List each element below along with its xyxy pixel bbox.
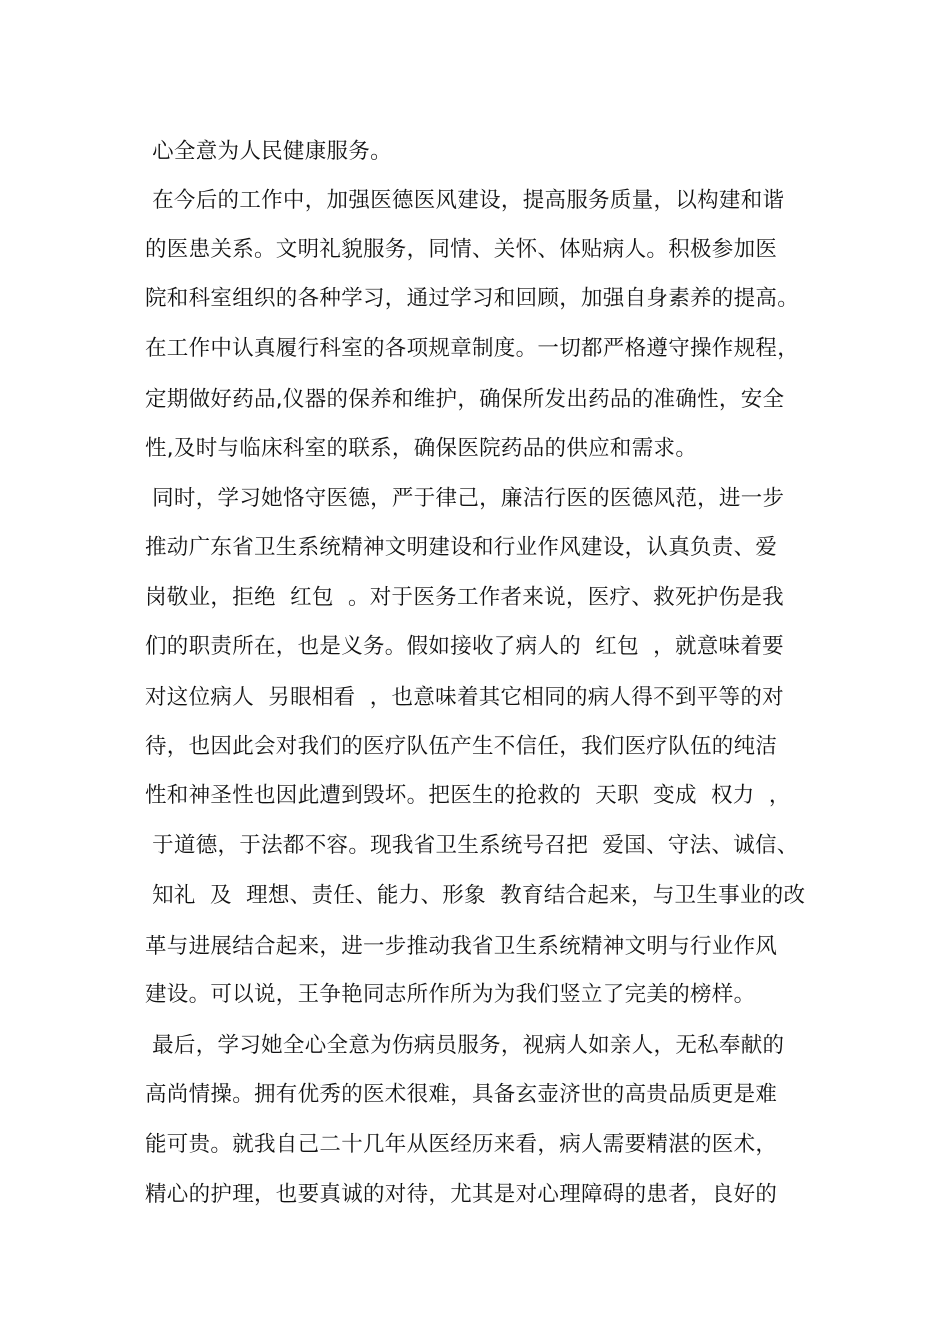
text-line: 岗敬业，拒绝 红包 。对于医务工作者来说，医疗、救死护伤是我: [145, 585, 784, 610]
text-line: 推动广东省卫生系统精神文明建设和行业作风建设，认真负责、爱: [145, 535, 778, 560]
text-line: 知礼 及 理想、责任、能力、形象 教育结合起来，与卫生事业的改: [145, 883, 806, 908]
text-line: 对这位病人 另眼相看 ，也意味着其它相同的病人得不到平等的对: [145, 685, 784, 710]
text-line: 心全意为人民健康服务。: [145, 139, 392, 164]
text-line: 建设。可以说，王争艳同志所作所为为我们竖立了完美的榜样。: [145, 982, 756, 1007]
text-line: 高尚情操。拥有优秀的医术很难，具备玄壶济世的高贵品质更是难: [145, 1082, 778, 1107]
text-line: 性和神圣性也因此遭到毁坏。把医生的抢救的 天职 变成 权力 ，: [145, 783, 791, 808]
text-line: 最后，学习她全心全意为伤病员服务，视病人如亲人，无私奉献的: [145, 1033, 785, 1058]
text-line: 待，也因此会对我们的医疗队伍产生不信任，我们医疗队伍的纯洁: [145, 734, 778, 759]
text-line: 能可贵。就我自己二十几年从医经历来看，病人需要精湛的医术，: [145, 1132, 778, 1157]
text-line: 在工作中认真履行科室的各项规章制度。一切都严格遵守操作规程，: [145, 336, 800, 361]
text-line: 同时，学习她恪守医德，严于律己，廉洁行医的医德风范，进一步: [145, 486, 785, 511]
text-line: 们的职责所在，也是义务。假如接收了病人的 红包 ，就意味着要: [145, 634, 784, 659]
text-line: 于道德，于法都不容。现我省卫生系统号召把 爱国、守法、诚信、: [145, 833, 799, 858]
text-line: 在今后的工作中，加强医德医风建设，提高服务质量，以构建和谐: [145, 188, 785, 213]
text-line: 定期做好药品,仪器的保养和维护，确保所发出药品的准确性，安全: [145, 387, 785, 412]
text-line: 院和科室组织的各种学习，通过学习和回顾，加强自身素养的提高。: [145, 286, 800, 311]
text-line: 革与进展结合起来，进一步推动我省卫生系统精神文明与行业作风: [145, 934, 778, 959]
text-line: 的医患关系。文明礼貌服务，同情、关怀、体贴病人。积极参加医: [145, 237, 778, 262]
text-line: 精心的护理，也要真诚的对待，尤其是对心理障碍的患者，良好的: [145, 1182, 778, 1207]
text-line: 性,及时与临床科室的联系，确保医院药品的供应和需求。: [145, 436, 698, 461]
